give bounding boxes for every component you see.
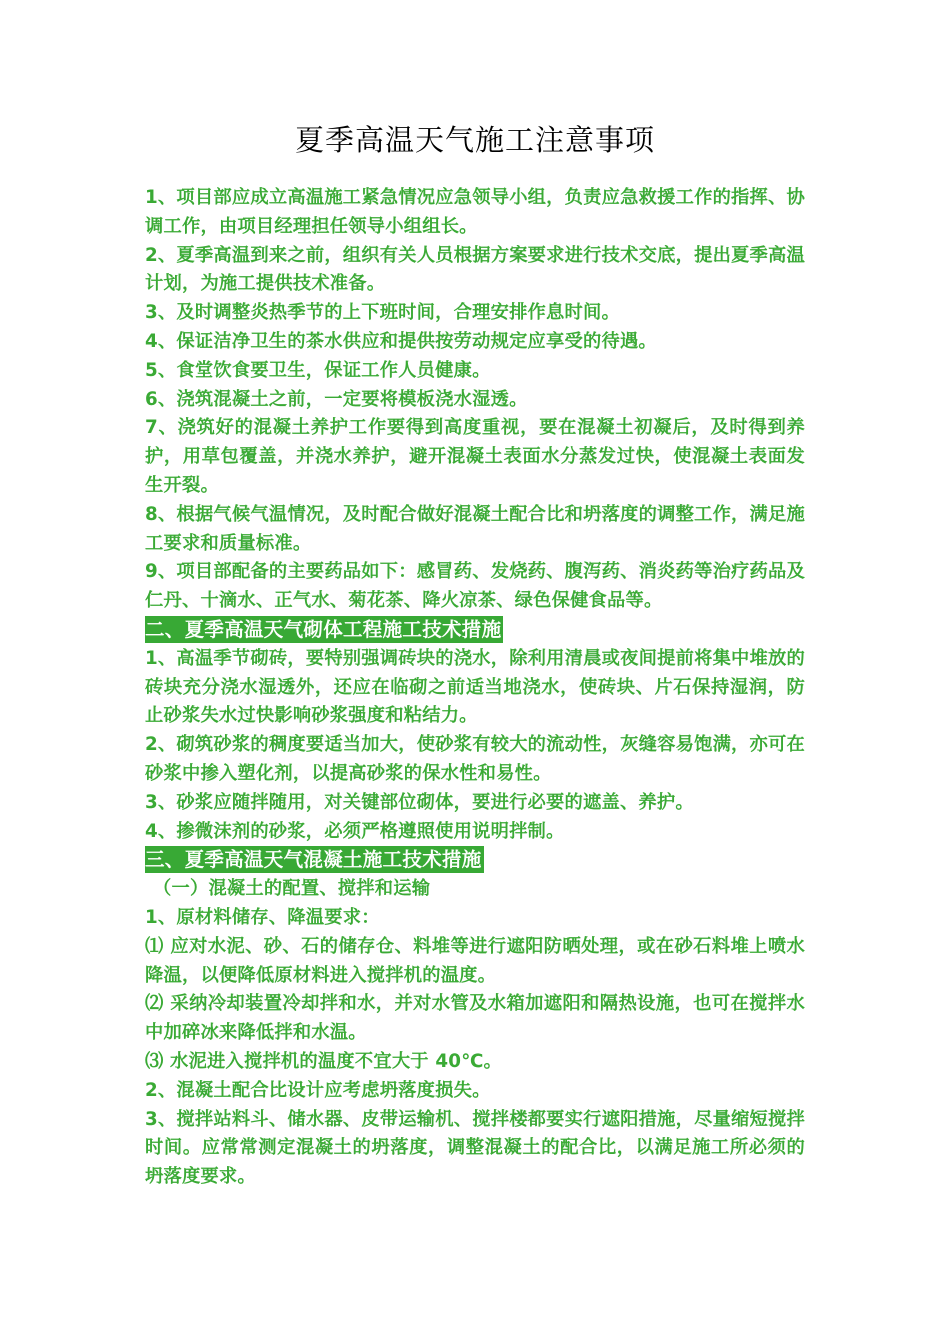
paragraph-3-5: 2、混凝土配合比设计应考虑坍落度损失。 <box>145 1079 491 1101</box>
section-heading-2-line <box>145 616 805 645</box>
paragraph-1-1: 1、项目部应成立高温施工紧急情况应急领导小组，负责应急救援工作的指挥、协调工作，由项目经理担任领导小组组长。 <box>145 187 805 237</box>
paragraph-1-3: 3、及时调整炎热季节的上下班时间，合理安排作息时间。 <box>145 302 620 324</box>
paragraph-1-8: 8、根据气候气温情况，及时配合做好混凝土配合比和坍落度的调整工作，满足施工要求和质量标准。 <box>145 503 805 554</box>
paragraph-2-4: 4、掺微沫剂的砂浆，必须严格遵照使用说明拌制。 <box>145 820 565 842</box>
document-title: 夏季高温天气施工注意事项 <box>294 123 655 157</box>
paragraph-2-3: 3、砂浆应随拌随用，对关键部位砌体，要进行必要的遮盖、养护。 <box>145 791 694 813</box>
subheading-3-1: （一）混凝土的配置、搅拌和运输 <box>153 878 431 900</box>
paragraph-2-2: 2、砌筑砂浆的稠度要适当加大，使砂浆有较大的流动性，灰缝容易饱满，亦可在砂浆中掺入塑化剂，以提高砂浆的保水性和易性。 <box>145 734 805 784</box>
paragraph-1-5: 5、食堂饮食要卫生，保证工作人员健康。 <box>145 359 491 381</box>
paragraph-1-4: 4、保证洁净卫生的茶水供应和提供按劳动规定应享受的待遇。 <box>145 330 657 352</box>
section-heading-3-line <box>145 846 805 875</box>
paragraph-3-4: ⑶ 水泥进入搅拌机的温度不宜大于 40℃。 <box>145 1050 503 1072</box>
section-heading-3: 三、夏季高温天气混凝土施工技术措施 <box>145 848 482 872</box>
paragraph-1-6: 6、浇筑混凝土之前，一定要将模板浇水湿透。 <box>145 388 528 410</box>
section-heading-2: 二、夏季高温天气砌体工程施工技术措施 <box>145 617 502 641</box>
document-body <box>145 184 805 1192</box>
paragraph-3-1: 1、原材料储存、降温要求： <box>145 906 380 928</box>
paragraph-3-3: ⑵ 采纳冷却装置冷却拌和水，并对水管及水箱加遮阳和隔热设施，也可在搅拌水中加碎冰来降低拌和水温。 <box>145 993 805 1044</box>
paragraph-1-2: 2、夏季高温到来之前，组织有关人员根据方案要求进行技术交底，提出夏季高温计划，为施工提供技术准备。 <box>145 244 805 295</box>
paragraph-3-6: 3、搅拌站料斗、储水器、皮带运输机、搅拌楼都要实行遮阳措施，尽量缩短搅拌时间。应常常测定混凝土的坍落度，调整混凝土的配合比，以满足施工所必须的坍落度要求。 <box>145 1108 805 1188</box>
paragraph-1-7: 7、浇筑好的混凝土养护工作要得到高度重视，要在混凝土初凝后，及时得到养护，用草包覆盖，并浇水养护，避开混凝土表面水分蒸发过快，使混凝土表面发生开裂。 <box>145 417 805 496</box>
paragraph-2-1: 1、高温季节砌砖，要特别强调砖块的浇水，除利用清晨或夜间提前将集中堆放的砖块充分浇水湿透外，还应在临砌之前适当地浇水，使砖块、片石保持湿润，防止砂浆失水过快影响砂浆强度和粘结力。 <box>145 647 805 727</box>
paragraph-3-2: ⑴ 应对水泥、砂、石的储存仓、料堆等进行遮阳防晒处理，或在砂石料堆上喷水降温，以便降低原材料进入搅拌机的温度。 <box>145 935 805 986</box>
paragraph-1-9: 9、项目部配备的主要药品如下：感冒药、发烧药、腹泻药、消炎药等治疗药品及仁丹、十滴水、正气水、菊花茶、降火凉茶、绿色保健食品等。 <box>145 561 805 612</box>
